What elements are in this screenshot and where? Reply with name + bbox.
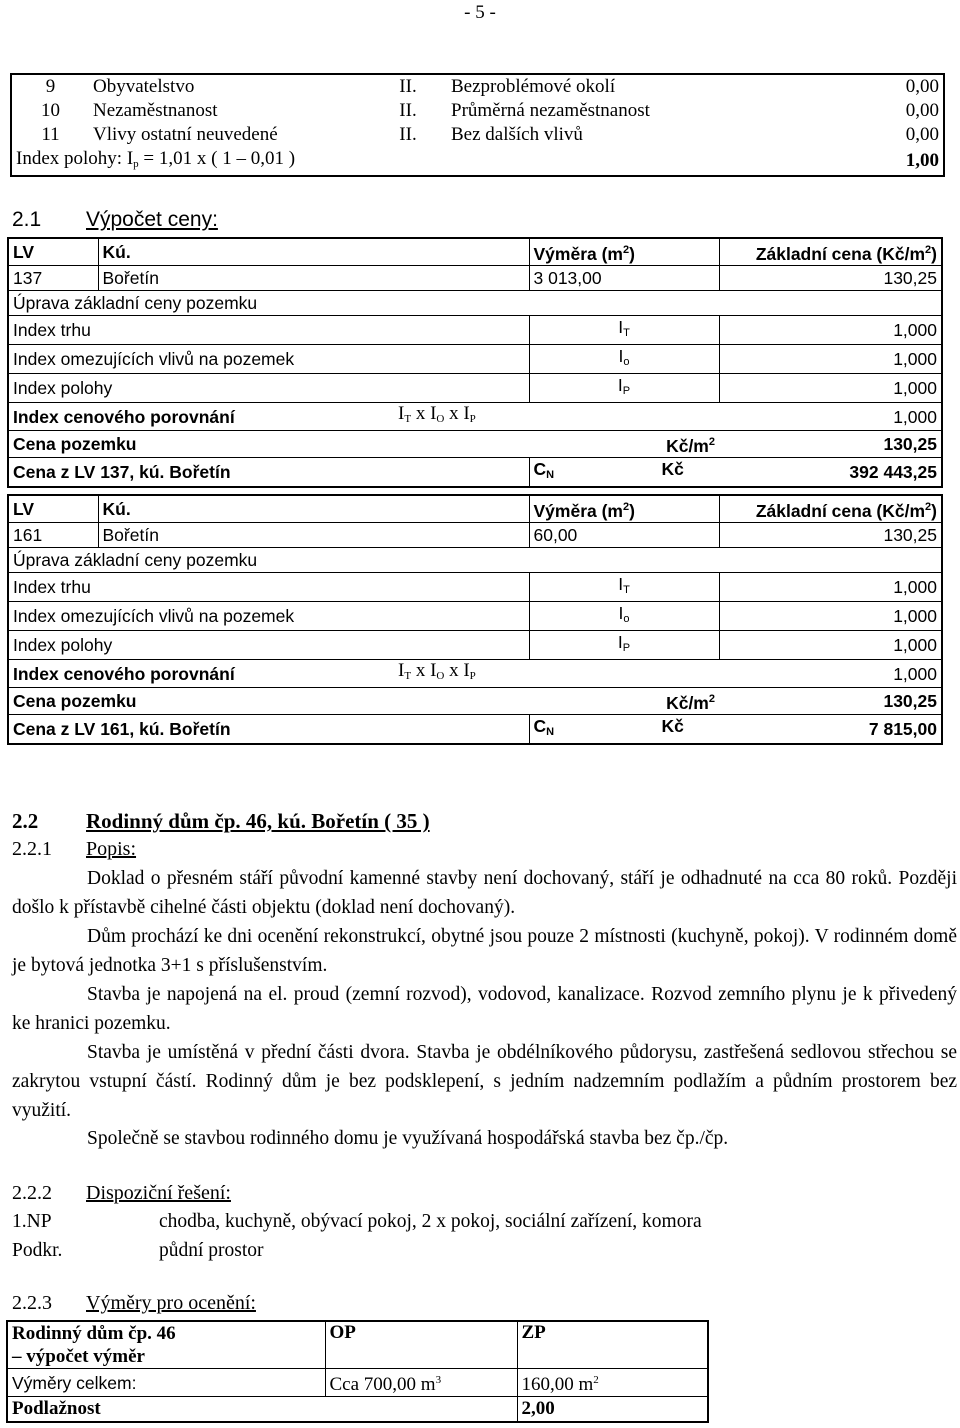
section-number: 2.2.2 [12, 1182, 52, 1204]
total-value: 392 443,25 [849, 462, 937, 482]
index-symbol: $I_T$ [529, 573, 719, 602]
comparison-label: Index cenového porovnání [8, 660, 394, 688]
section-title: Dispoziční řešení: [86, 1182, 231, 1204]
header-ku: Kú. [98, 238, 394, 266]
table-row [11, 74, 944, 99]
factor-class: II. [399, 76, 417, 97]
floor-rooms: chodba, kuchyně, obývací pokoj, 2 x pokoj, sociální zařízení, komora [159, 1210, 702, 1232]
comparison-formula: $I_T$ x $I_O$ x $I_P$ [394, 660, 719, 688]
factor-name: Nezaměstnanost [93, 100, 218, 121]
factor-class: II. [399, 100, 417, 121]
page-number: - 5 - [464, 2, 496, 23]
index-value: 1,000 [719, 345, 942, 374]
header-base-price: Základní cena $(Kč/m^2)$ [719, 495, 942, 523]
price-table [7, 237, 943, 488]
header-base-price: Základní cena $(Kč/m^2)$ [719, 238, 942, 266]
comparison-label: Index cenového porovnání [8, 403, 394, 431]
header-area: Výměra $(m^2)$ [529, 238, 719, 266]
land-price-unit: $Kč/m^2$ [529, 688, 719, 715]
index-row [11, 147, 944, 176]
comparison-index-row [8, 403, 942, 431]
index-row [8, 345, 942, 374]
paragraph: Stavba je umístěná v přední části dvora. Stavba je obdélníkového půdorysu, zastřešená sedlovou střechou se zakrytou vstupní částí. Rodinný dům je bez podsklepení, s jedním nadzemním podlažím a půdním prostorem bez využití. [12, 1042, 957, 1121]
index-row [8, 602, 942, 631]
section-number: 2.2 [12, 809, 39, 833]
total-row [8, 458, 942, 488]
land-price-value: 130,25 [719, 431, 942, 458]
section-heading [12, 208, 218, 232]
table-header [8, 495, 942, 523]
price-table [7, 494, 943, 745]
section-number: 2.2.3 [12, 1292, 52, 1314]
measurements-title: Rodinný dům čp. 46 – výpočet výměr [7, 1321, 325, 1369]
adjustment-title: Úprava základní ceny pozemku [8, 291, 942, 316]
area-value: 60,00 [529, 523, 719, 548]
lv-value: 137 [8, 266, 98, 291]
factor-value: 0,00 [905, 100, 939, 121]
floors-value: 2,00 [517, 1397, 708, 1423]
adjustment-title-row [8, 291, 942, 316]
list-item [12, 1207, 942, 1236]
factor-name: Vlivy ostatní neuvedené [93, 124, 278, 145]
header-area: Výměra $(m^2)$ [529, 495, 719, 523]
index-label: Index omezujících vlivů na pozemek [8, 602, 529, 631]
floor-label: 1.NP [12, 1210, 52, 1232]
index-row [8, 631, 942, 660]
header-ku: Kú. [98, 495, 394, 523]
floor-label: Podkr. [12, 1239, 63, 1261]
index-symbol: $I_P$ [529, 374, 719, 403]
lv-value: 161 [8, 523, 98, 548]
row-number: 9 [45, 76, 56, 97]
total-label: Výměry celkem: [7, 1369, 325, 1397]
index-label: Index trhu [8, 316, 529, 345]
land-price-label: Cena pozemku [8, 431, 529, 458]
paragraph: Společně se stavbou rodinného domu je využívaná hospodářská stavba bez čp./čp. [87, 1128, 729, 1149]
floors-label: Podlažnost [12, 1398, 101, 1419]
area-value: 3 013,00 [529, 266, 719, 291]
adjustment-title: Úprava základní ceny pozemku [8, 548, 942, 573]
subsection-heading [12, 1182, 231, 1205]
index-row [8, 374, 942, 403]
index-formula: Index polohy: $I_p = 1,01$ x ( 1 – 0,01 ) [16, 147, 296, 170]
index-symbol: $I_T$ [529, 316, 719, 345]
section-number: 2.1 [12, 208, 42, 231]
location-factors-table [10, 73, 945, 177]
comparison-value: 1,000 [719, 660, 942, 688]
index-row [8, 573, 942, 602]
list-item [12, 1236, 942, 1265]
index-value: 1,000 [719, 602, 942, 631]
index-symbol: $I_P$ [529, 631, 719, 660]
base-price-value: 130,25 [719, 266, 942, 291]
comparison-value: 1,000 [719, 403, 942, 431]
land-price-row [8, 431, 942, 458]
subsection-heading [12, 1292, 256, 1315]
base-price-value: 130,25 [719, 523, 942, 548]
index-value: 1,000 [719, 316, 942, 345]
table-row [7, 1397, 708, 1423]
factor-description: Bez dalších vlivů [451, 124, 583, 145]
comparison-formula: $I_T$ x $I_O$ x $I_P$ [394, 403, 719, 431]
index-symbol: $I_o$ [529, 602, 719, 631]
header-op: OP [325, 1321, 517, 1369]
layout-table [12, 1207, 942, 1265]
total-unit: $C_N$ Kč [529, 715, 719, 745]
ku-value: Bořetín [98, 523, 394, 548]
total-op: Cca 700,00 $m^3$ [325, 1369, 517, 1397]
comparison-index-row [8, 660, 942, 688]
section-title: Rodinný dům čp. 46, kú. Bořetín ( 35 ) [86, 809, 430, 833]
paragraph: Doklad o přesném stáří původní kamenné stavby není dochovaný, stáří je odhadnuté na cca 80 roků. Později došlo k přístavbě cihelné části objektu (doklad není dochovaný). [12, 868, 957, 918]
adjustment-title-row [8, 548, 942, 573]
total-unit: $C_N$ Kč [529, 458, 719, 488]
total-row [8, 715, 942, 745]
row-number: 10 [41, 100, 60, 121]
index-symbol: $I_o$ [529, 345, 719, 374]
section-title: Výměry pro ocenění: [86, 1292, 256, 1314]
table-header [7, 1321, 708, 1369]
total-label: Cena z LV 161, kú. Bořetín [13, 719, 231, 739]
header-lv: LV [8, 495, 98, 523]
index-value: 1,00 [905, 150, 939, 171]
index-value: 1,000 [719, 631, 942, 660]
table-row [8, 523, 942, 548]
section-title: Popis: [86, 838, 137, 860]
index-label: Index trhu [8, 573, 529, 602]
total-value: 7 815,00 [868, 719, 937, 739]
section-title: Výpočet ceny: [86, 208, 218, 231]
header-zp: ZP [517, 1321, 708, 1369]
header-lv: LV [8, 238, 98, 266]
index-row [8, 316, 942, 345]
index-label: Index omezujících vlivů na pozemek [8, 345, 529, 374]
paragraph: Stavba je napojená na el. proud (zemní rozvod), vodovod, kanalizace. Rozvod zemního plynu je k přivedený ke hranici pozemku. [12, 984, 957, 1034]
index-value: 1,000 [719, 374, 942, 403]
subsection-heading [12, 838, 136, 861]
total-label: Cena z LV 137, kú. Bořetín [13, 462, 231, 482]
total-zp: 160,00 $m^2$ [517, 1369, 708, 1397]
floor-rooms: půdní prostor [159, 1239, 264, 1261]
index-value: 1,000 [719, 573, 942, 602]
land-price-row [8, 688, 942, 715]
factor-class: II. [399, 124, 417, 145]
factor-description: Bezproblémové okolí [451, 76, 616, 97]
table-row [11, 99, 944, 123]
land-price-value: 130,25 [719, 688, 942, 715]
ku-value: Bořetín [98, 266, 394, 291]
measurements-table [6, 1320, 709, 1423]
index-label: Index polohy [8, 631, 529, 660]
table-row [11, 123, 944, 147]
table-header [8, 238, 942, 266]
factor-value: 0,00 [905, 124, 939, 145]
table-row [8, 266, 942, 291]
land-price-unit: $Kč/m^2$ [529, 431, 719, 458]
table-row [7, 1369, 708, 1397]
index-label: Index polohy [8, 374, 529, 403]
paragraph: Dům prochází ke dni ocenění rekonstrukcí, obytné jsou pouze 2 místnosti (kuchyně, pokoj). V rodinném domě je bytová jednotka 3+1 s příslušenstvím. [12, 926, 957, 976]
section-number: 2.2.1 [12, 838, 52, 860]
land-price-label: Cena pozemku [8, 688, 529, 715]
factor-value: 0,00 [905, 76, 939, 97]
section-heading [12, 809, 430, 834]
row-number: 11 [41, 124, 60, 145]
factor-name: Obyvatelstvo [93, 76, 195, 97]
factor-description: Průměrná nezaměstnanost [451, 100, 650, 121]
